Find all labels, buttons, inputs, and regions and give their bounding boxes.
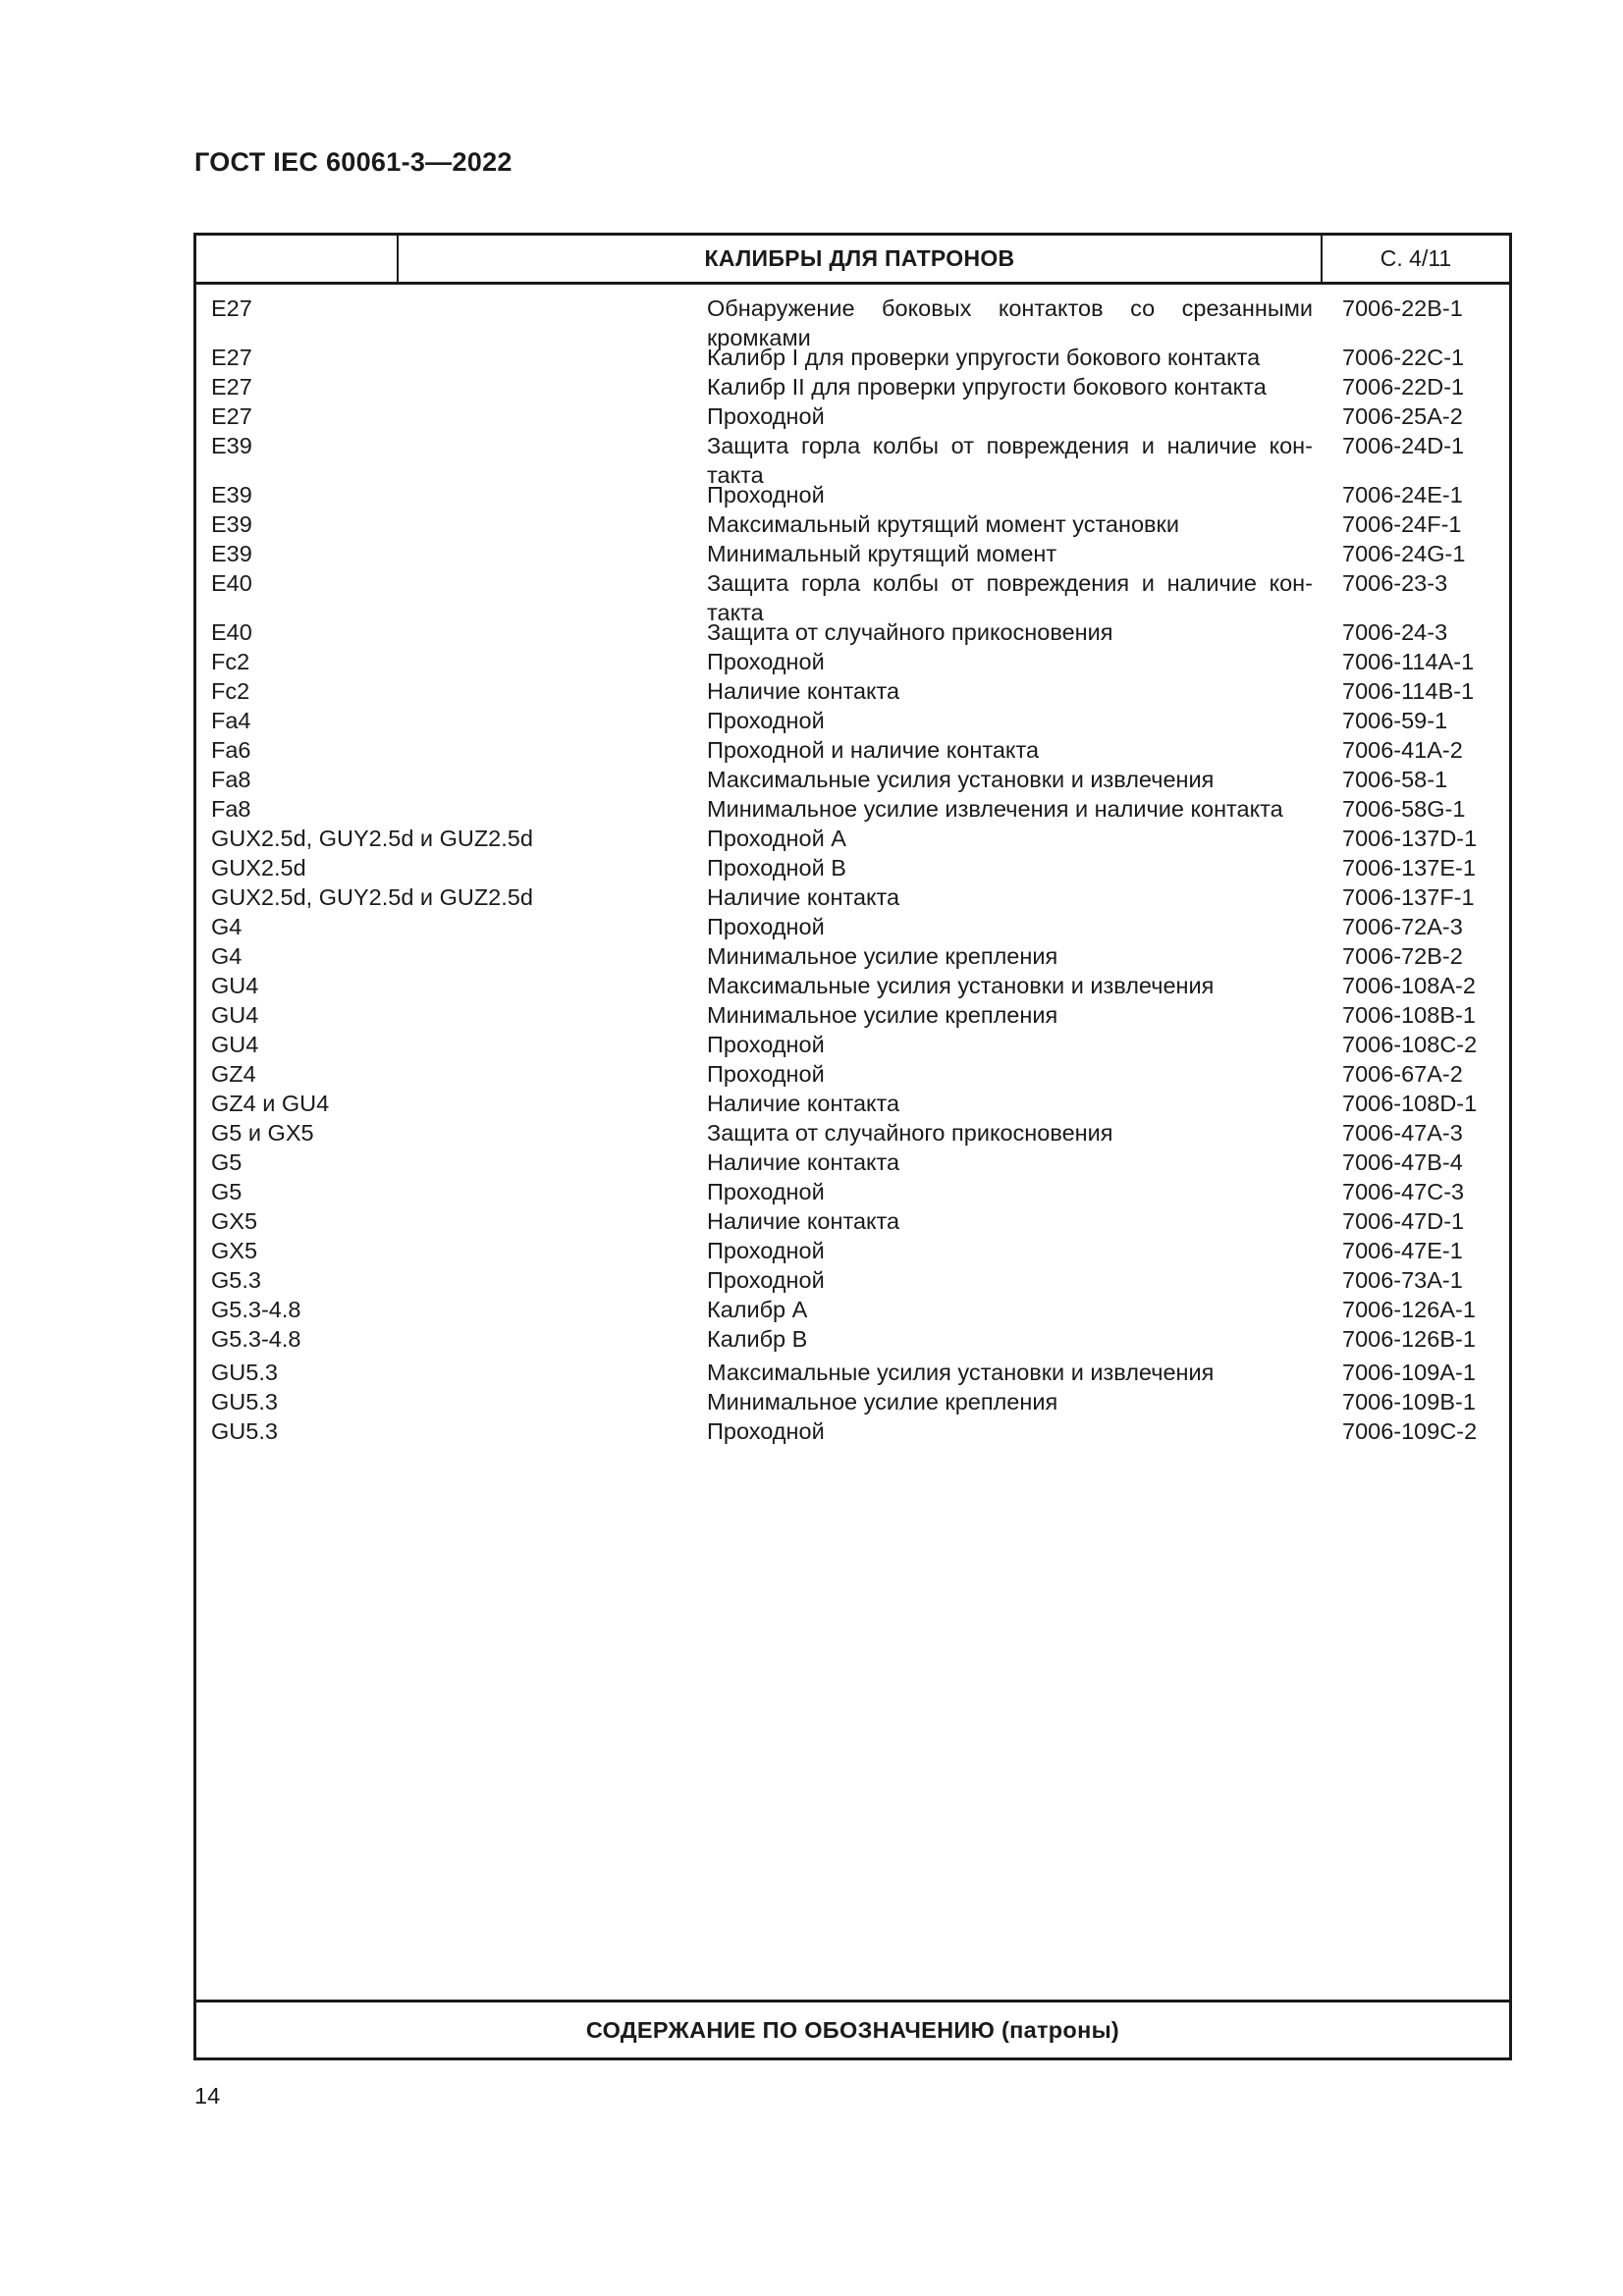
cap-cell: E40 [211, 619, 252, 645]
table-header [196, 236, 1509, 285]
table-title: КАЛИБРЫ ДЛЯ ПАТРОНОВ [399, 236, 1323, 282]
page-number: 14 [194, 2083, 221, 2109]
sheet-number-cell: 7006-108D-1 [1342, 1091, 1478, 1116]
description-cell: Проходной [707, 1179, 825, 1204]
cap-cell: G5 и GX5 [211, 1120, 314, 1146]
cap-cell: G5 [211, 1179, 243, 1204]
description-cell: Проходной [707, 1061, 825, 1087]
cap-cell: Fa4 [211, 708, 251, 733]
description-cell: Минимальное усилие крепления [707, 943, 1058, 969]
cap-cell: Fc2 [211, 678, 250, 704]
cap-cell: Fa6 [211, 737, 251, 763]
cap-cell: GU4 [211, 973, 259, 998]
cap-cell: E27 [211, 295, 252, 321]
cap-cell: Fc2 [211, 649, 250, 674]
description-cell: Наличие контакта [707, 1091, 900, 1116]
sheet-number-cell: 7006-47A-3 [1342, 1120, 1463, 1146]
description-cell: Максимальные усилия установки и извлечения [707, 973, 1215, 998]
description-cell: Калибр II для проверки упругости бокового контакта [707, 374, 1267, 400]
sheet-number-cell: 7006-67A-2 [1342, 1061, 1463, 1087]
document-header: ГОСТ IEC 60061-3—2022 [194, 147, 513, 177]
sheet-number-cell: 7006-24D-1 [1342, 433, 1465, 458]
table-footer: СОДЕРЖАНИЕ ПО ОБОЗНАЧЕНИЮ (патроны) [196, 2000, 1509, 2057]
cap-cell: GZ4 и GU4 [211, 1091, 330, 1116]
description-cell: Защита от случайного прикосновения [707, 619, 1113, 645]
cap-cell: G5 [211, 1149, 243, 1175]
description-cell: Обнаружение боковых контактов со срезанными кромками [707, 295, 1313, 350]
sheet-number-cell: 7006-24F-1 [1342, 511, 1462, 537]
cap-cell: GX5 [211, 1238, 258, 1263]
description-cell: Проходной [707, 708, 825, 733]
description-cell: Проходной и наличие контакта [707, 737, 1040, 763]
cap-cell: G5.3-4.8 [211, 1297, 301, 1322]
sheet-number-cell: 7006-58-1 [1342, 767, 1448, 792]
sheet-number-cell: 7006-108A-2 [1342, 973, 1476, 998]
cap-cell: GU4 [211, 1032, 259, 1057]
sheet-number-cell: 7006-59-1 [1342, 708, 1448, 733]
table-header-blank-cell [196, 236, 399, 282]
sheet-number-cell: 7006-24-3 [1342, 619, 1448, 645]
sheet-number-cell: 7006-137D-1 [1342, 826, 1478, 851]
cap-cell: Fa8 [211, 796, 251, 822]
sheet-number-cell: 7006-22D-1 [1342, 374, 1465, 400]
description-cell: Проходной [707, 1238, 825, 1263]
sheet-number-cell: 7006-137F-1 [1342, 884, 1475, 910]
cap-cell: E39 [211, 433, 252, 458]
sheet-number-cell: 7006-114B-1 [1342, 678, 1475, 704]
sheet-number-cell: 7006-137E-1 [1342, 855, 1476, 881]
description-cell: Проходной B [707, 855, 846, 881]
cap-cell: GUX2.5d, GUY2.5d и GUZ2.5d [211, 826, 533, 851]
sheet-number-cell: 7006-73A-1 [1342, 1267, 1463, 1293]
cap-cell: Fa8 [211, 767, 251, 792]
cap-cell: G4 [211, 914, 243, 939]
cap-cell: G5.3-4.8 [211, 1326, 301, 1352]
sheet-number-cell: 7006-109B-1 [1342, 1389, 1476, 1415]
description-cell: Калибр I для проверки упругости бокового контакта [707, 345, 1261, 370]
cap-cell: E27 [211, 345, 252, 370]
sheet-number-cell: 7006-47B-4 [1342, 1149, 1463, 1175]
sheet-number-cell: 7006-47E-1 [1342, 1238, 1463, 1263]
description-cell: Минимальное усилие извлечения и наличие контакта [707, 796, 1283, 822]
description-cell: Наличие контакта [707, 884, 900, 910]
cap-cell: GU5.3 [211, 1389, 278, 1415]
sheet-number-cell: 7006-109C-2 [1342, 1418, 1478, 1444]
sheet-number-cell: 7006-22C-1 [1342, 345, 1465, 370]
description-cell: Максимальные усилия установки и извлечения [707, 767, 1215, 792]
description-cell: Проходной [707, 649, 825, 674]
description-cell: Наличие контакта [707, 1208, 900, 1234]
description-cell: Максимальные усилия установки и извлечения [707, 1360, 1215, 1385]
cap-cell: GU5.3 [211, 1360, 278, 1385]
description-cell: Защита от случайного прикосновения [707, 1120, 1113, 1146]
description-cell: Минимальное усилие крепления [707, 1389, 1058, 1415]
description-cell: Проходной [707, 914, 825, 939]
description-cell: Наличие контакта [707, 1149, 900, 1175]
description-cell: Проходной [707, 1418, 825, 1444]
sheet-number-cell: 7006-109A-1 [1342, 1360, 1476, 1385]
sheet-number-cell: 7006-108C-2 [1342, 1032, 1478, 1057]
sheet-number-cell: 7006-72B-2 [1342, 943, 1463, 969]
description-cell: Проходной A [707, 826, 846, 851]
description-cell: Проходной [707, 1032, 825, 1057]
sheet-number-cell: 7006-58G-1 [1342, 796, 1466, 822]
sheet-number-cell: 7006-24E-1 [1342, 482, 1463, 507]
cap-cell: E39 [211, 511, 252, 537]
cap-cell: GUX2.5d [211, 855, 306, 881]
cap-cell: GU5.3 [211, 1418, 278, 1444]
cap-cell: GX5 [211, 1208, 258, 1234]
sheet-number-cell: 7006-41A-2 [1342, 737, 1463, 763]
cap-cell: GZ4 [211, 1061, 256, 1087]
sheet-number-cell: 7006-24G-1 [1342, 541, 1466, 566]
cap-cell: GUX2.5d, GUY2.5d и GUZ2.5d [211, 884, 533, 910]
sheet-number-cell: 7006-126B-1 [1342, 1326, 1476, 1352]
description-cell: Защита горла колбы от повреждения и наличие кон-такта [707, 433, 1313, 488]
description-cell: Наличие контакта [707, 678, 900, 704]
description-cell: Минимальный крутящий момент [707, 541, 1057, 566]
description-cell: Проходной [707, 1267, 825, 1293]
description-cell: Минимальное усилие крепления [707, 1002, 1058, 1028]
gauge-table [193, 233, 1512, 2060]
sheet-number-cell: 7006-23-3 [1342, 570, 1448, 596]
sheet-number-cell: 7006-72A-3 [1342, 914, 1463, 939]
sheet-number-cell: 7006-108B-1 [1342, 1002, 1476, 1028]
cap-cell: E27 [211, 403, 252, 429]
table-page-ref: С. 4/11 [1380, 245, 1452, 271]
description-cell: Калибр B [707, 1326, 808, 1352]
sheet-number-cell: 7006-126A-1 [1342, 1297, 1476, 1322]
cap-cell: E39 [211, 482, 252, 507]
cap-cell: E39 [211, 541, 252, 566]
description-cell: Проходной [707, 403, 825, 429]
sheet-number-cell: 7006-25A-2 [1342, 403, 1463, 429]
sheet-number-cell: 7006-47C-3 [1342, 1179, 1465, 1204]
cap-cell: E40 [211, 570, 252, 596]
cap-cell: G5.3 [211, 1267, 261, 1293]
cap-cell: E27 [211, 374, 252, 400]
cap-cell: GU4 [211, 1002, 259, 1028]
description-cell: Калибр A [707, 1297, 808, 1322]
description-cell: Максимальный крутящий момент установки [707, 511, 1179, 537]
sheet-number-cell: 7006-47D-1 [1342, 1208, 1465, 1234]
cap-cell: G4 [211, 943, 243, 969]
description-cell: Защита горла колбы от повреждения и наличие кон-такта [707, 570, 1313, 625]
description-cell: Проходной [707, 482, 825, 507]
sheet-number-cell: 7006-114A-1 [1342, 649, 1475, 674]
table-body [196, 285, 1509, 2000]
sheet-number-cell: 7006-22B-1 [1342, 295, 1463, 321]
